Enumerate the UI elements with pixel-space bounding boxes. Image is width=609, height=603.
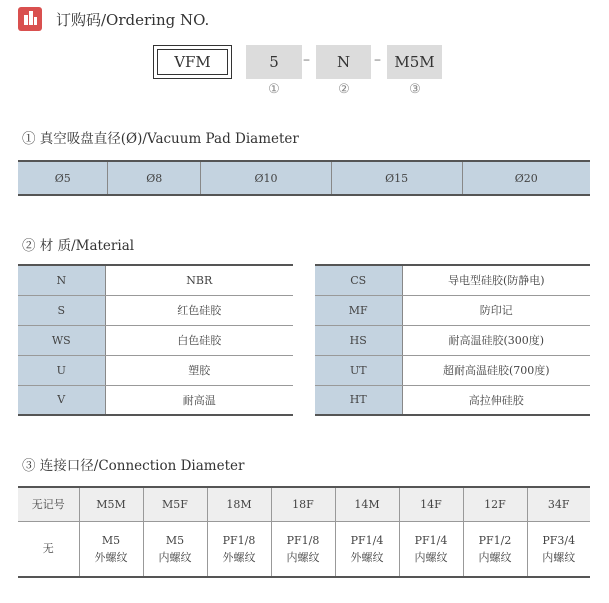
material-code: S <box>18 295 105 325</box>
column-header: 12F <box>463 487 527 521</box>
table-row <box>315 355 590 385</box>
material-code: V <box>18 385 105 415</box>
thread-size: 无 <box>42 542 54 556</box>
material-code: HT <box>315 385 402 415</box>
material-code: HS <box>315 325 402 355</box>
table-row <box>315 265 590 295</box>
thread-type: 外螺纹 <box>94 550 128 564</box>
table-row <box>18 521 590 577</box>
marker-1: ① <box>268 82 280 97</box>
brand-logo-icon <box>18 7 42 31</box>
table-cell <box>335 521 399 577</box>
section-title-diameter: ① 真空吸盘直径(Ø)/Vacuum Pad Diameter <box>22 131 299 147</box>
column-header: 18F <box>271 487 335 521</box>
thread-size: PF1/4 <box>350 533 384 547</box>
table-cell: Ø5 <box>18 161 108 195</box>
ordering-code-series <box>153 45 232 79</box>
table-cell <box>79 521 143 577</box>
table-cell <box>207 521 271 577</box>
table-cell: Ø8 <box>108 161 201 195</box>
thread-type: 内螺纹 <box>286 550 320 564</box>
material-code: MF <box>315 295 402 325</box>
table-cell <box>271 521 335 577</box>
column-header: 14F <box>399 487 463 521</box>
section-title-material: ② 材 质/Material <box>22 238 135 254</box>
ordering-code-connection: M5M <box>387 45 442 79</box>
code-separator: – <box>303 52 310 68</box>
material-name: 耐高温硅胶(300度) <box>402 325 590 355</box>
material-code: CS <box>315 265 402 295</box>
thread-size: PF3/4 <box>542 533 576 547</box>
table-row <box>315 325 590 355</box>
table-row <box>18 161 590 195</box>
thread-type: 内螺纹 <box>478 550 512 564</box>
table-cell <box>399 521 463 577</box>
table-cell <box>18 521 79 577</box>
material-name: 高拉伸硅胶 <box>402 385 590 415</box>
material-table-left <box>18 264 293 416</box>
section-title-connection: ③ 连接口径/Connection Diameter <box>22 458 245 474</box>
material-name: 导电型硅胶(防静电) <box>402 265 590 295</box>
material-name: 红色硅胶 <box>105 295 293 325</box>
table-row <box>18 265 293 295</box>
column-header: 18M <box>207 487 271 521</box>
thread-type: 外螺纹 <box>350 550 384 564</box>
table-row <box>315 295 590 325</box>
column-header: M5F <box>143 487 207 521</box>
table-cell: Ø20 <box>462 161 590 195</box>
thread-type: 内螺纹 <box>542 550 576 564</box>
diameter-table <box>18 160 590 196</box>
table-row <box>18 385 293 415</box>
thread-type: 内螺纹 <box>414 550 448 564</box>
table-cell <box>463 521 527 577</box>
material-name: NBR <box>105 265 293 295</box>
thread-size: M5 <box>165 533 185 547</box>
table-row <box>18 325 293 355</box>
material-code: UT <box>315 355 402 385</box>
table-cell: Ø10 <box>201 161 332 195</box>
column-header: 无记号 <box>18 487 79 521</box>
material-table-right <box>315 264 590 416</box>
marker-2: ② <box>338 82 350 97</box>
code-separator: – <box>374 52 381 68</box>
table-row <box>315 385 590 415</box>
thread-size: PF1/2 <box>478 533 512 547</box>
ordering-code-series-label: VFM <box>157 49 228 75</box>
material-name: 超耐高温硅胶(700度) <box>402 355 590 385</box>
ordering-code-diameter: 5 <box>246 45 302 79</box>
material-name: 白色硅胶 <box>105 325 293 355</box>
column-header: 34F <box>527 487 590 521</box>
column-header: M5M <box>79 487 143 521</box>
table-header-row <box>18 487 590 521</box>
thread-size: PF1/8 <box>286 533 320 547</box>
thread-size: PF1/4 <box>414 533 448 547</box>
column-header: 14M <box>335 487 399 521</box>
thread-size: PF1/8 <box>222 533 256 547</box>
connection-table <box>18 486 590 578</box>
thread-type: 内螺纹 <box>158 550 192 564</box>
ordering-code-material: N <box>316 45 371 79</box>
material-code: U <box>18 355 105 385</box>
material-name: 防印记 <box>402 295 590 325</box>
marker-3: ③ <box>409 82 421 97</box>
material-code: WS <box>18 325 105 355</box>
thread-size: M5 <box>101 533 121 547</box>
table-cell: Ø15 <box>331 161 462 195</box>
table-row <box>18 295 293 325</box>
material-code: N <box>18 265 105 295</box>
page-title: 订购码/Ordering NO. <box>56 11 210 29</box>
material-name: 塑胶 <box>105 355 293 385</box>
material-name: 耐高温 <box>105 385 293 415</box>
table-cell <box>143 521 207 577</box>
table-row <box>18 355 293 385</box>
thread-type: 外螺纹 <box>222 550 256 564</box>
table-cell <box>527 521 590 577</box>
